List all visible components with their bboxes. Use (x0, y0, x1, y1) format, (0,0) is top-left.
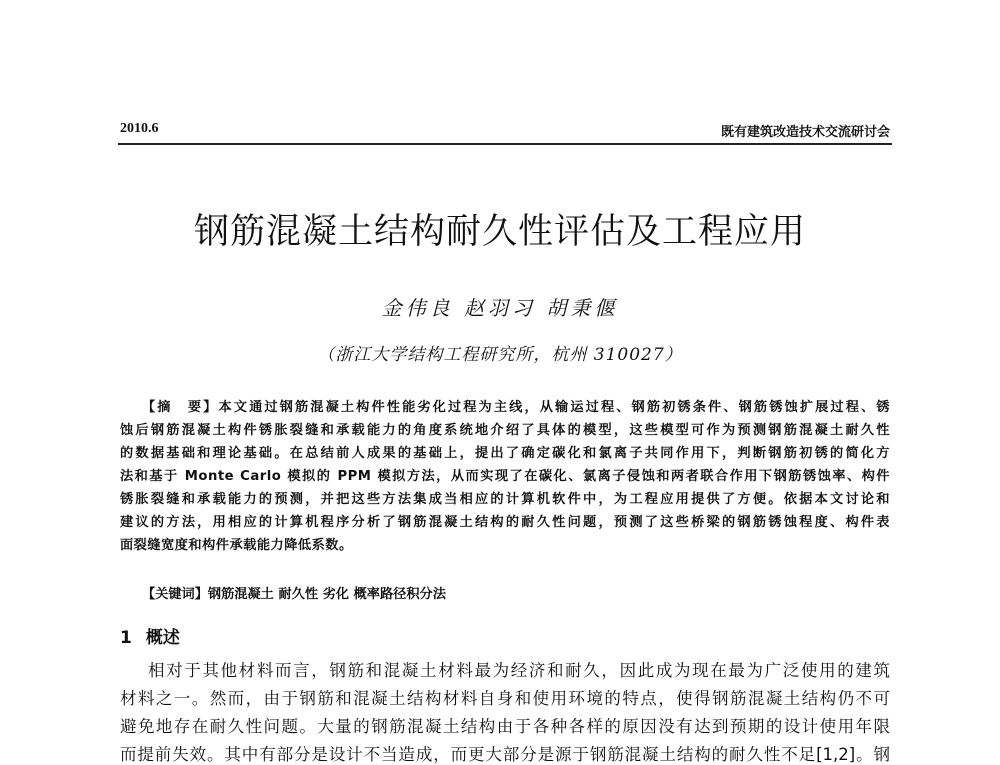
section-number: 1 (120, 628, 132, 648)
header-rule (118, 143, 892, 145)
header-conference: 既有建筑改造技术交流研讨会 (720, 125, 890, 140)
abstract-line: 锈胀裂缝和承载能力的预测，并把这些方法集成当相应的计算机软件中，为工程应用提供了方便。依据本文讨论和 (120, 492, 890, 507)
abstract-line: 面裂缝宽度和构件承载能力降低系数。 (120, 538, 353, 553)
keywords: 【关键词】钢筋混凝土 耐久性 劣化 概率路径积分法 (142, 587, 446, 602)
body-line: 避免地存在耐久性问题。大量的钢筋混凝土结构由于各种各样的原因没有达到预期的设计使用年限 (120, 717, 890, 736)
abstract-line: 建议的方法，用相应的计算机程序分析了钢筋混凝土结构的耐久性问题，预测了这些桥梁的钢筋锈蚀程度、构件表 (120, 515, 890, 530)
affiliation: （浙江大学结构工程研究所，杭州 310027） (317, 345, 683, 365)
body-line: 相对于其他材料而言，钢筋和混凝土材料最为经济和耐久，因此成为现在最为广泛使用的建筑 (148, 661, 890, 680)
authors: 金伟良 赵羽习 胡秉偃 (381, 296, 619, 320)
body-line: 而提前失效。其中有部分是设计不当造成，而更大部分是源于钢筋混凝土结构的耐久性不足[1,2]。钢 (120, 745, 890, 764)
abstract-line: 【摘 要】本文通过钢筋混凝土构件性能劣化过程为主线，从输运过程、钢筋初锈条件、钢筋锈蚀扩展过程、锈 (142, 400, 890, 415)
abstract-line: 的数据基础和理论基础。在总结前人成果的基础上，提出了确定碳化和氯离子共同作用下，判断钢筋初锈的简化方 (120, 446, 890, 461)
section-title: 概述 (145, 628, 180, 648)
section-heading (120, 623, 194, 648)
body-line: 材料之一。然而，由于钢筋和混凝土结构材料自身和使用环境的特点，使得钢筋混凝土结构仍不可 (120, 689, 890, 708)
header-date: 2010.6 (120, 121, 159, 136)
abstract-line: 蚀后钢筋混凝土构件锈胀裂缝和承载能力的角度系统地介绍了具体的模型，这些模型可作为预测钢筋混凝土耐久性 (120, 423, 890, 438)
abstract-line: 法和基于 Monte Carlo 模拟的 PPM 模拟方法，从而实现了在碳化、氯离子侵蚀和两者联合作用下钢筋锈蚀率、构件 (120, 469, 890, 484)
paper-title: 钢筋混凝土结构耐久性评估及工程应用 (193, 212, 806, 252)
